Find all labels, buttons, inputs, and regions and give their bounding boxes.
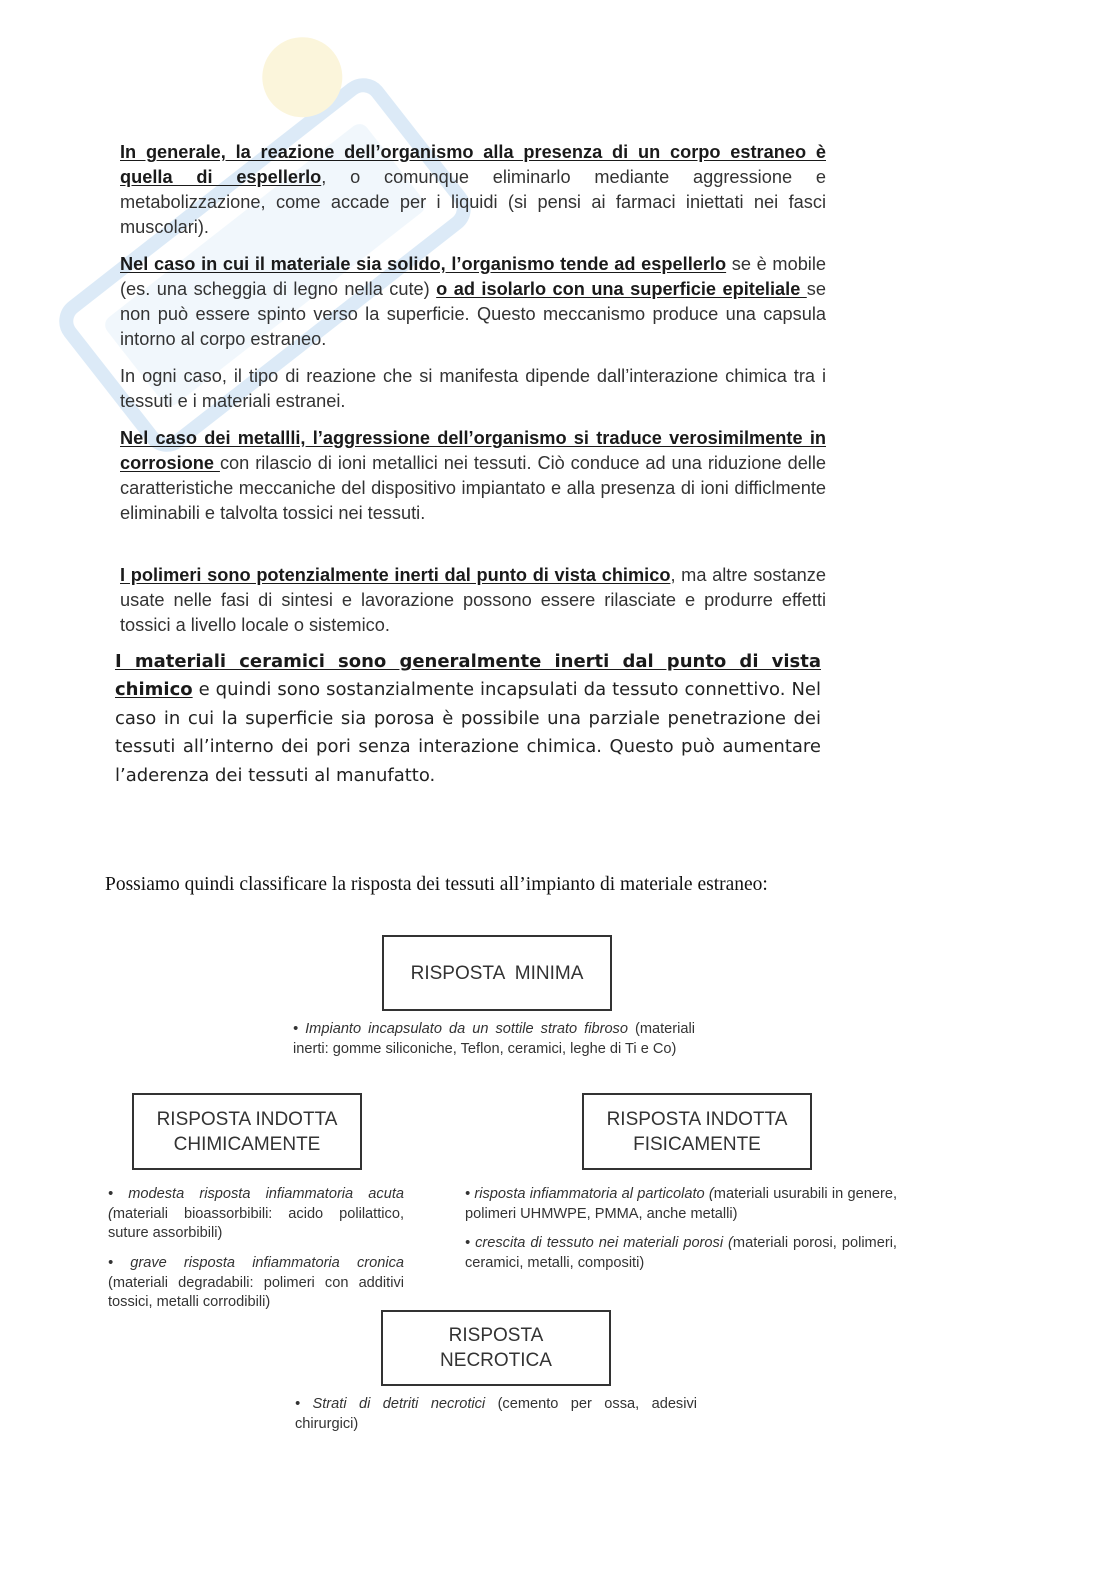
note-chimica-acuta-text: materiali bioassorbibili: acido polilattico, suture assorbibili) [108, 1205, 404, 1241]
paragraph-solid-material-bold-1: Nel caso in cui il materiale sia solido, l’organismo tende ad espellerlo [120, 254, 727, 274]
paragraph-general-reaction [120, 140, 826, 240]
paragraph-metals-text: con rilascio di ioni metallici nei tessuti. Ciò conduce ad una riduzione delle caratteristiche meccaniche del dispositivo impiantato e alla presenza di ioni difficlmente eliminabili e talvolta tossici nei tessuti. [120, 453, 827, 523]
note-risposta-minima [293, 1020, 695, 1059]
paragraph-chemical-interaction [120, 364, 826, 414]
paragraph-polymers [120, 563, 826, 638]
note-chimica-acuta-italic: • modesta risposta infiammatoria acuta ( [108, 1186, 404, 1222]
box-risposta-chimica-line-2: CHIMICAMENTE [173, 1133, 321, 1155]
paragraph-general-reaction-bold: In generale, la reazione dell’organismo alla presenza di un corpo estraneo è quella di espellerlo [120, 142, 826, 187]
note-risposta-minima-text: (materiali inerti: gomme siliconiche, Teflon, ceramici, leghe di Ti e Co) [293, 1021, 695, 1057]
note-risposta-necrotica-italic: • Strati di detriti necrotici [295, 1396, 486, 1412]
box-risposta-fisica-line-2: FISICAMENTE [633, 1133, 761, 1155]
box-risposta-necrotica-line-1: RISPOSTA [448, 1325, 544, 1346]
paragraph-metals [120, 426, 826, 526]
note-chimica-acuta [108, 1185, 404, 1244]
note-fisica-particolato-text: materiali usurabili in genere, polimeri UHMWPE, PMMA, anche metalli) [465, 1186, 898, 1222]
note-chimica-cronica-text: (materiali degradabili: polimeri con additivi tossici, metalli corrodibili) [108, 1274, 404, 1310]
note-risposta-minima-italic: • Impianto incapsulato da un sottile strato fibroso [293, 1021, 628, 1037]
classification-intro: Possiamo quindi classificare la risposta dei tessuti all’impianto di materiale estraneo: [105, 874, 768, 895]
note-risposta-necrotica-text: (cemento per ossa, adesivi chirurgici) [295, 1396, 698, 1432]
box-risposta-fisica-line-1: RISPOSTA INDOTTA [606, 1108, 788, 1130]
box-risposta-minima [382, 935, 612, 1011]
note-risposta-necrotica [295, 1395, 697, 1434]
paragraph-solid-material-text-2: se non può essere spinto verso la superficie. Questo meccanismo produce una capsula intorno al corpo estraneo. [120, 279, 826, 349]
paragraph-solid-material-text-1: se è mobile (es. una scheggia di legno nella cute) [120, 254, 827, 299]
paragraph-polymers-bold: I polimeri sono potenzialmente inerti dal punto di vista chimico [120, 565, 671, 585]
box-risposta-necrotica [381, 1310, 611, 1386]
paragraph-general-reaction-text: , o comunque eliminarlo mediante aggressione e metabolizzazione, come accade per i liquidi (si pensi ai farmaci iniettati nei fasci muscolari). [120, 167, 826, 237]
box-risposta-chimica [132, 1093, 362, 1170]
paragraph-ceramics-text: e quindi sono sostanzialmente incapsulati da tessuto connettivo. Nel caso in cui la superficie sia porosa è possibile una parziale penetrazione dei tessuti all’interno dei pori senza interazione chimica. Questo può aumentare l’aderenza dei tessuti al manufatto. [115, 679, 821, 786]
note-fisica-porosi [465, 1234, 897, 1273]
note-fisica-porosi-text: materiali porosi, polimeri, ceramici, metalli, compositi) [465, 1235, 897, 1271]
note-fisica-porosi-italic: • crescita di tessuto nei materiali porosi ( [465, 1235, 733, 1251]
box-risposta-fisica [582, 1093, 812, 1170]
paragraph-polymers-text: , ma altre sostanze usate nelle fasi di sintesi e lavorazione possono essere rilasciate e produrre effetti tossici a livello locale o sistemico. [120, 565, 827, 635]
note-fisica-particolato-italic: • risposta infiammatoria al particolato ( [465, 1186, 714, 1202]
paragraph-ceramics [115, 648, 821, 790]
paragraph-solid-material [120, 252, 826, 352]
paragraph-chemical-interaction-text: In ogni caso, il tipo di reazione che si manifesta dipende dall’interazione chimica tra i tessuti e i materiali estranei. [120, 366, 826, 411]
note-chimica-cronica-italic: • grave risposta infiammatoria cronica [108, 1255, 404, 1271]
paragraph-ceramics-bold: I materiali ceramici sono generalmente inerti dal punto di vista chimico [115, 651, 821, 701]
note-chimica-cronica [108, 1254, 404, 1313]
paragraph-metals-bold: Nel caso dei metallli, l’aggressione dell’organismo si traduce verosimilmente in corrosione [120, 428, 826, 473]
box-risposta-minima-label: RISPOSTA MINIMA [410, 962, 584, 984]
box-risposta-chimica-line-1: RISPOSTA INDOTTA [156, 1108, 338, 1130]
note-fisica-particolato [465, 1185, 897, 1224]
paragraph-solid-material-bold-2: o ad isolarlo con una superficie epiteliale [436, 279, 807, 299]
box-risposta-necrotica-line-2: NECROTICA [440, 1350, 552, 1371]
